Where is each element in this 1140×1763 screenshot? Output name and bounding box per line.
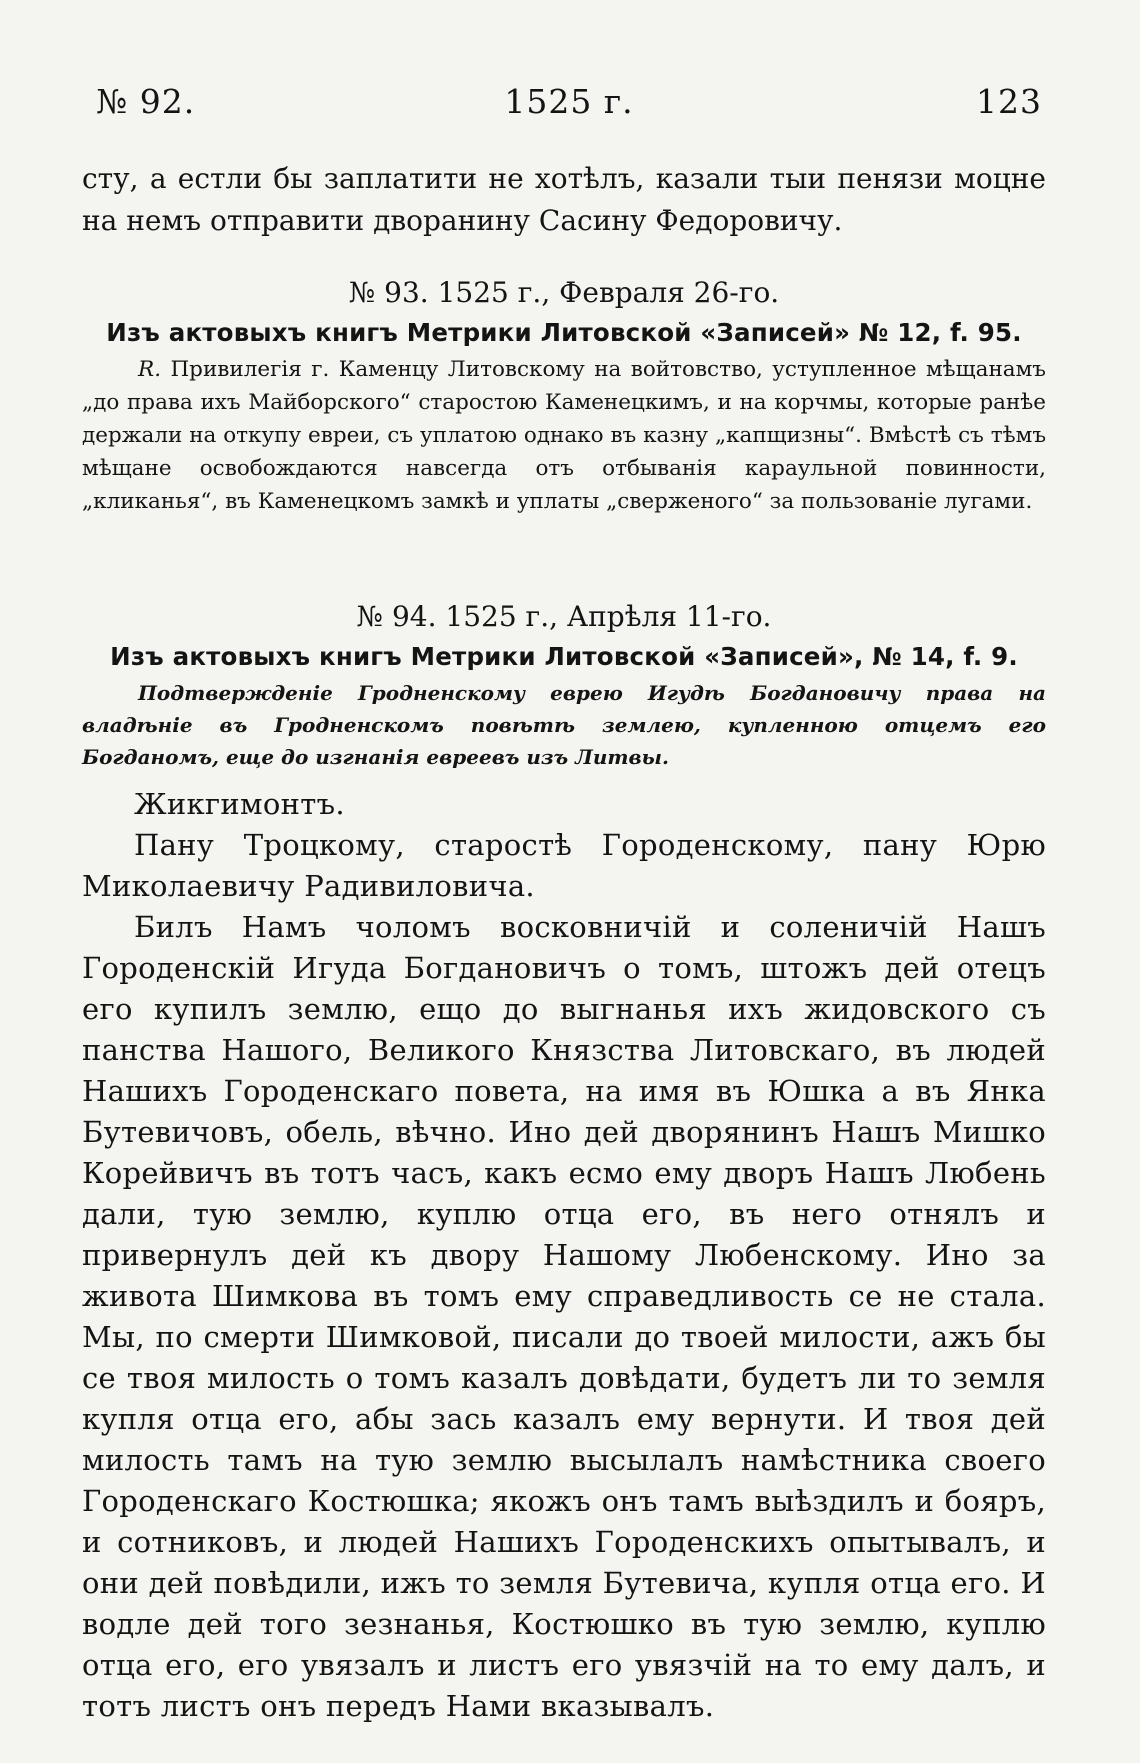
entry-93-source: Изъ актовыхъ книгъ Метрики Литовской «Записей» № 12, f. 95.	[106, 318, 1022, 347]
entry-94-heading: № 94. 1525 г., Апрѣля 11-го.	[356, 600, 772, 633]
header-document-number: № 92.	[96, 82, 196, 121]
entry-94-source: Изъ актовыхъ книгъ Метрики Литовской «Записей», № 14, f. 9.	[110, 642, 1018, 671]
entry-93-summary	[82, 353, 1046, 518]
running-header	[96, 82, 1042, 122]
charter-sender: Жикгимонтъ.	[134, 787, 345, 821]
entry-93-summary-text: Привилегія г. Каменцу Литовскому на войтовство, уступленное мѣщанамъ „до права ихъ Майборского“ старостою Каменецкимъ, и на корчмы, которые ранѣе держали на откупу евреи, съ уплатою однако въ казну „капщизны“. Вмѣстѣ съ тѣмъ мѣщане освобождаются навсегда отъ отбыванія караульной повинности, „кликанья“, въ Каменецкомъ замкѣ и уплаты „сверженого“ за пользованіе лугами.	[82, 357, 1046, 514]
entry-94	[82, 597, 1046, 773]
entry-94-summary: Подтвержденіе Гродненскому еврею Игудѣ Богдановичу права на владѣніе въ Гродненскомъ повѣтѣ землею, купленною отцемъ его Богданомъ, еще до изгнанія евреевъ изъ Литвы.	[82, 681, 1046, 769]
entry-93-mark: R.	[138, 357, 162, 382]
entry-93	[82, 273, 1046, 518]
charter-address: Пану Троцкому, старостѣ Городенскому, пану Юрю Миколаевичу Радивиловича.	[82, 828, 1046, 903]
entry-93-heading: № 93. 1525 г., Февраля 26-го.	[348, 276, 780, 309]
continuation-paragraph	[82, 158, 1046, 242]
continuation-text: сту, а естли бы заплатити не хотѣлъ, казали тыи пенязи моцне на немъ отправити дворанину Сасину Федоровичу.	[82, 162, 1046, 237]
charter-text	[82, 784, 1046, 1727]
header-year: 1525 г.	[504, 82, 634, 121]
charter-body: Билъ Намъ чоломъ восковничій и соленичій Нашъ Городенскій Игуда Богдановичъ о томъ, штожъ дей отецъ его купилъ землю, ещо до выгнанья ихъ жидовского съ панства Нашого, Великого Князства Литовскаго, въ людей Нашихъ Городенскаго повета, на имя въ Юшка а въ Янка Бутевичовъ, обель, вѣчно. Ино дей дворянинъ Нашъ Мишко Корейвичъ въ тотъ часъ, какъ есмо ему дворъ Нашъ Любень дали, тую землю, куплю отца его, въ него отнялъ и привернулъ дей къ двору Нашому Любенскому. Ино за живота Шимкова въ томъ ему справедливость се не стала. Мы, по смерти Шимковой, писали до твоей милости, ажъ бы се твоя милость о томъ казалъ довѣдати, будетъ ли то земля купля отца его, абы зась казалъ ему вернути. И твоя дей милость тамъ на тую землю высылалъ намѣстника своего Городенскаго Костюшка; якожъ онъ тамъ выѣздилъ и бояръ, и сотниковъ, и людей Нашихъ Городенскихъ опытывалъ, и они дей повѣдили, ижъ то земля Бутевича, купля отца его. И водле дей того зезнанья, Костюшко въ тую землю, куплю отца его, его увязалъ и листъ его увязчій на то ему далъ, и тотъ листъ онъ передъ Нами вказывалъ.	[82, 910, 1046, 1723]
page-number: 123	[976, 82, 1042, 121]
